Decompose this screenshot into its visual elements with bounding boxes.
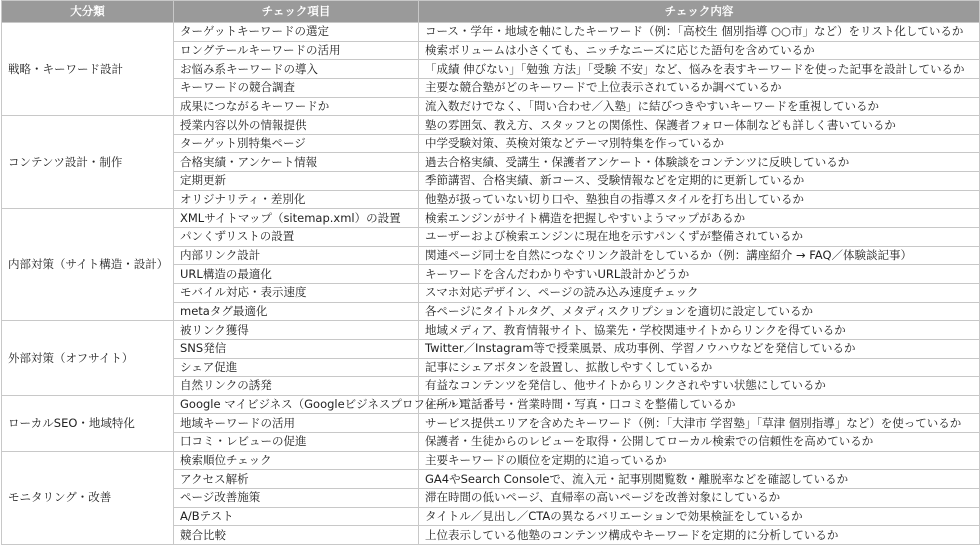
check-item-cell: 検索順位チェック <box>174 451 419 470</box>
category-cell: モニタリング・改善 <box>2 451 174 544</box>
check-item-cell: 成果につながるキーワードか <box>174 97 419 116</box>
check-item-cell: 内部リンク設計 <box>174 246 419 265</box>
check-item-cell: アクセス解析 <box>174 470 419 489</box>
category-cell: 内部対策（サイト構造・設計） <box>2 209 174 321</box>
table-row <box>2 321 980 340</box>
check-detail-cell: 上位表示している他塾のコンテンツ構成やキーワードを定期的に分析しているか <box>419 526 980 545</box>
check-item-cell: Google マイビジネス（Googleビジネスプロフィール） <box>174 395 419 414</box>
check-detail-cell: サービス提供エリアを含めたキーワード（例：「大津市 学習塾」「草津 個別指導」など）を使っているか <box>419 414 980 433</box>
check-detail-cell: 記事にシェアボタンを設置し、拡散しやすくしているか <box>419 358 980 377</box>
header-row <box>2 1 980 23</box>
table-row <box>2 451 980 470</box>
check-detail-cell: ユーザーおよび検索エンジンに現在地を示すパンくずが整備されているか <box>419 228 980 247</box>
check-detail-cell: 塾の雰囲気、教え方、スタッフとの関係性、保護者フォロー体制なども詳しく書いているか <box>419 116 980 135</box>
check-detail-cell: 関連ページ同士を自然につなぐリンク設計をしているか（例：講座紹介 → FAQ／体験談記事） <box>419 246 980 265</box>
check-item-cell: 授業内容以外の情報提供 <box>174 116 419 135</box>
check-detail-cell: スマホ対応デザイン、ページの読み込み速度チェック <box>419 283 980 302</box>
check-item-cell: 自然リンクの誘発 <box>174 377 419 396</box>
category-cell: 戦略・キーワード設計 <box>2 23 174 116</box>
check-detail-cell: タイトル／見出し／CTAの異なるバリエーションで効果検証をしているか <box>419 507 980 526</box>
check-item-cell: 合格実績・アンケート情報 <box>174 153 419 172</box>
checklist-body <box>2 23 980 545</box>
check-item-cell: ページ改善施策 <box>174 489 419 508</box>
check-item-cell: シェア促進 <box>174 358 419 377</box>
check-detail-cell: キーワードを含んだわかりやすいURL設計かどうか <box>419 265 980 284</box>
check-item-cell: 被リンク獲得 <box>174 321 419 340</box>
check-item-cell: URL構造の最適化 <box>174 265 419 284</box>
check-item-cell: XMLサイトマップ（sitemap.xml）の設置 <box>174 209 419 228</box>
table-row <box>2 395 980 414</box>
check-detail-cell: 検索エンジンがサイト構造を把握しやすいようマップがあるか <box>419 209 980 228</box>
table-row <box>2 209 980 228</box>
header-check-item: チェック項目 <box>174 1 419 23</box>
check-detail-cell: 主要キーワードの順位を定期的に追っているか <box>419 451 980 470</box>
check-item-cell: 定期更新 <box>174 172 419 191</box>
check-detail-cell: 「成績 伸びない」「勉強 方法」「受験 不安」など、悩みを表すキーワードを使った記事を設計しているか <box>419 60 980 79</box>
table-row <box>2 23 980 42</box>
seo-checklist-table <box>1 0 980 545</box>
check-item-cell: 競合比較 <box>174 526 419 545</box>
check-detail-cell: 季節講習、合格実績、新コース、受験情報などを定期的に更新しているか <box>419 172 980 191</box>
check-detail-cell: Twitter／Instagram等で授業風景、成功事例、学習ノウハウなどを発信しているか <box>419 339 980 358</box>
check-item-cell: キーワードの競合調査 <box>174 78 419 97</box>
check-detail-cell: 過去合格実績、受講生・保護者アンケート・体験談をコンテンツに反映しているか <box>419 153 980 172</box>
check-detail-cell: 住所・電話番号・営業時間・写真・口コミを整備しているか <box>419 395 980 414</box>
check-item-cell: ターゲット別特集ページ <box>174 134 419 153</box>
check-item-cell: モバイル対応・表示速度 <box>174 283 419 302</box>
table-row <box>2 116 980 135</box>
check-detail-cell: 滞在時間の低いページ、直帰率の高いページを改善対象にしているか <box>419 489 980 508</box>
check-item-cell: ターゲットキーワードの選定 <box>174 23 419 42</box>
category-cell: コンテンツ設計・制作 <box>2 116 174 209</box>
check-item-cell: パンくずリストの設置 <box>174 228 419 247</box>
check-detail-cell: 流入数だけでなく、「問い合わせ／入塾」に結びつきやすいキーワードを重視しているか <box>419 97 980 116</box>
check-item-cell: 口コミ・レビューの促進 <box>174 433 419 452</box>
category-cell: ローカルSEO・地域特化 <box>2 395 174 451</box>
check-item-cell: SNS発信 <box>174 339 419 358</box>
check-detail-cell: 各ページにタイトルタグ、メタディスクリプションを適切に設定しているか <box>419 302 980 321</box>
check-detail-cell: 他塾が扱っていない切り口や、塾独自の指導スタイルを打ち出しているか <box>419 190 980 209</box>
header-category: 大分類 <box>2 1 174 23</box>
check-detail-cell: 有益なコンテンツを発信し、他サイトからリンクされやすい状態にしているか <box>419 377 980 396</box>
check-item-cell: 地域キーワードの活用 <box>174 414 419 433</box>
check-detail-cell: 保護者・生徒からのレビューを取得・公開してローカル検索での信頼性を高めているか <box>419 433 980 452</box>
header-check-detail: チェック内容 <box>419 1 980 23</box>
check-detail-cell: 中学受験対策、英検対策などテーマ別特集を作っているか <box>419 134 980 153</box>
check-item-cell: A/Bテスト <box>174 507 419 526</box>
check-detail-cell: GA4やSearch Consoleで、流入元・記事別閲覧数・離脱率などを確認しているか <box>419 470 980 489</box>
check-detail-cell: コース・学年・地域を軸にしたキーワード（例：「高校生 個別指導 ○○市」など）をリスト化しているか <box>419 23 980 42</box>
check-item-cell: ロングテールキーワードの活用 <box>174 41 419 60</box>
check-item-cell: metaタグ最適化 <box>174 302 419 321</box>
check-detail-cell: 主要な競合塾がどのキーワードで上位表示されているか調べているか <box>419 78 980 97</box>
check-detail-cell: 検索ボリュームは小さくても、ニッチなニーズに応じた語句を含めているか <box>419 41 980 60</box>
category-cell: 外部対策（オフサイト） <box>2 321 174 396</box>
check-item-cell: オリジナリティ・差別化 <box>174 190 419 209</box>
check-item-cell: お悩み系キーワードの導入 <box>174 60 419 79</box>
check-detail-cell: 地域メディア、教育情報サイト、協業先・学校関連サイトからリンクを得ているか <box>419 321 980 340</box>
